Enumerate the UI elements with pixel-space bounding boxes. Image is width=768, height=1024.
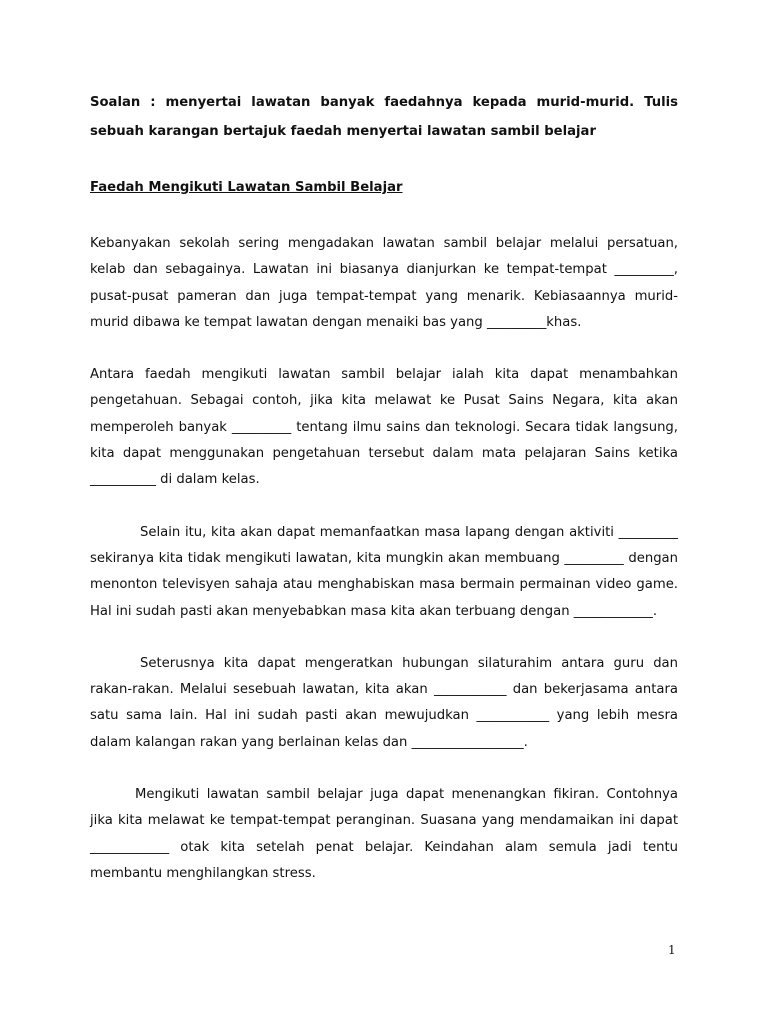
question-prompt: Soalan : menyertai lawatan banyak faedahnya kepada murid-murid. Tulis sebuah karangan bertajuk faedah menyertai lawatan sambil belajar: [90, 95, 678, 139]
paragraph-5: Mengikuti lawatan sambil belajar juga dapat menenangkan fikiran. Contohnya jika kita melawat ke tempat-tempat peranginan. Suasana yang mendamaikan ini dapat ____________ otak kita setelah penat belajar. Keindahan alam semula jadi tentu membantu menghilangkan stress.: [90, 787, 678, 881]
paragraph-3: Selain itu, kita akan dapat memanfaatkan masa lapang dengan aktiviti _________ sekiranya kita tidak mengikuti lawatan, kita mungkin akan membuang _________ dengan menonton televisyen sahaja atau menghabiskan masa bermain permainan video game. Hal ini sudah pasti akan menyebabkan masa kita akan terbuang dengan ____________.: [90, 524, 678, 619]
paragraph-4: Seterusnya kita dapat mengeratkan hubungan silaturahim antara guru dan rakan-rakan. Melalui sesebuah lawatan, kita akan ___________ dan bekerjasama antara satu sama lain. Hal ini sudah pasti akan mewujudkan ___________ yang lebih mesra dalam kalangan rakan yang berlainan kelas dan _________________.: [90, 655, 678, 750]
essay-title: Faedah Mengikuti Lawatan Sambil Belajar: [90, 180, 403, 195]
document-body: [90, 88, 678, 887]
paragraph-1: Kebanyakan sekolah sering mengadakan lawatan sambil belajar melalui persatuan, kelab dan sebagainya. Lawatan ini biasanya dianjurkan ke tempat-tempat _________, pusat-pusat pameran dan juga tempat-tempat yang menarik. Kebiasaannya murid-murid dibawa ke tempat lawatan dengan menaiki bas yang _________khas.: [90, 236, 678, 330]
paragraph-2: Antara faedah mengikuti lawatan sambil belajar ialah kita dapat menambahkan pengetahuan. Sebagai contoh, jika kita melawat ke Pusat Sains Negara, kita akan memperoleh banyak _________ tentang ilmu sains dan teknologi. Secara tidak langsung, kita dapat menggunakan pengetahuan tersebut dalam mata pelajaran Sains ketika __________ di dalam kelas.: [90, 367, 678, 488]
page-number: 1: [668, 943, 676, 957]
